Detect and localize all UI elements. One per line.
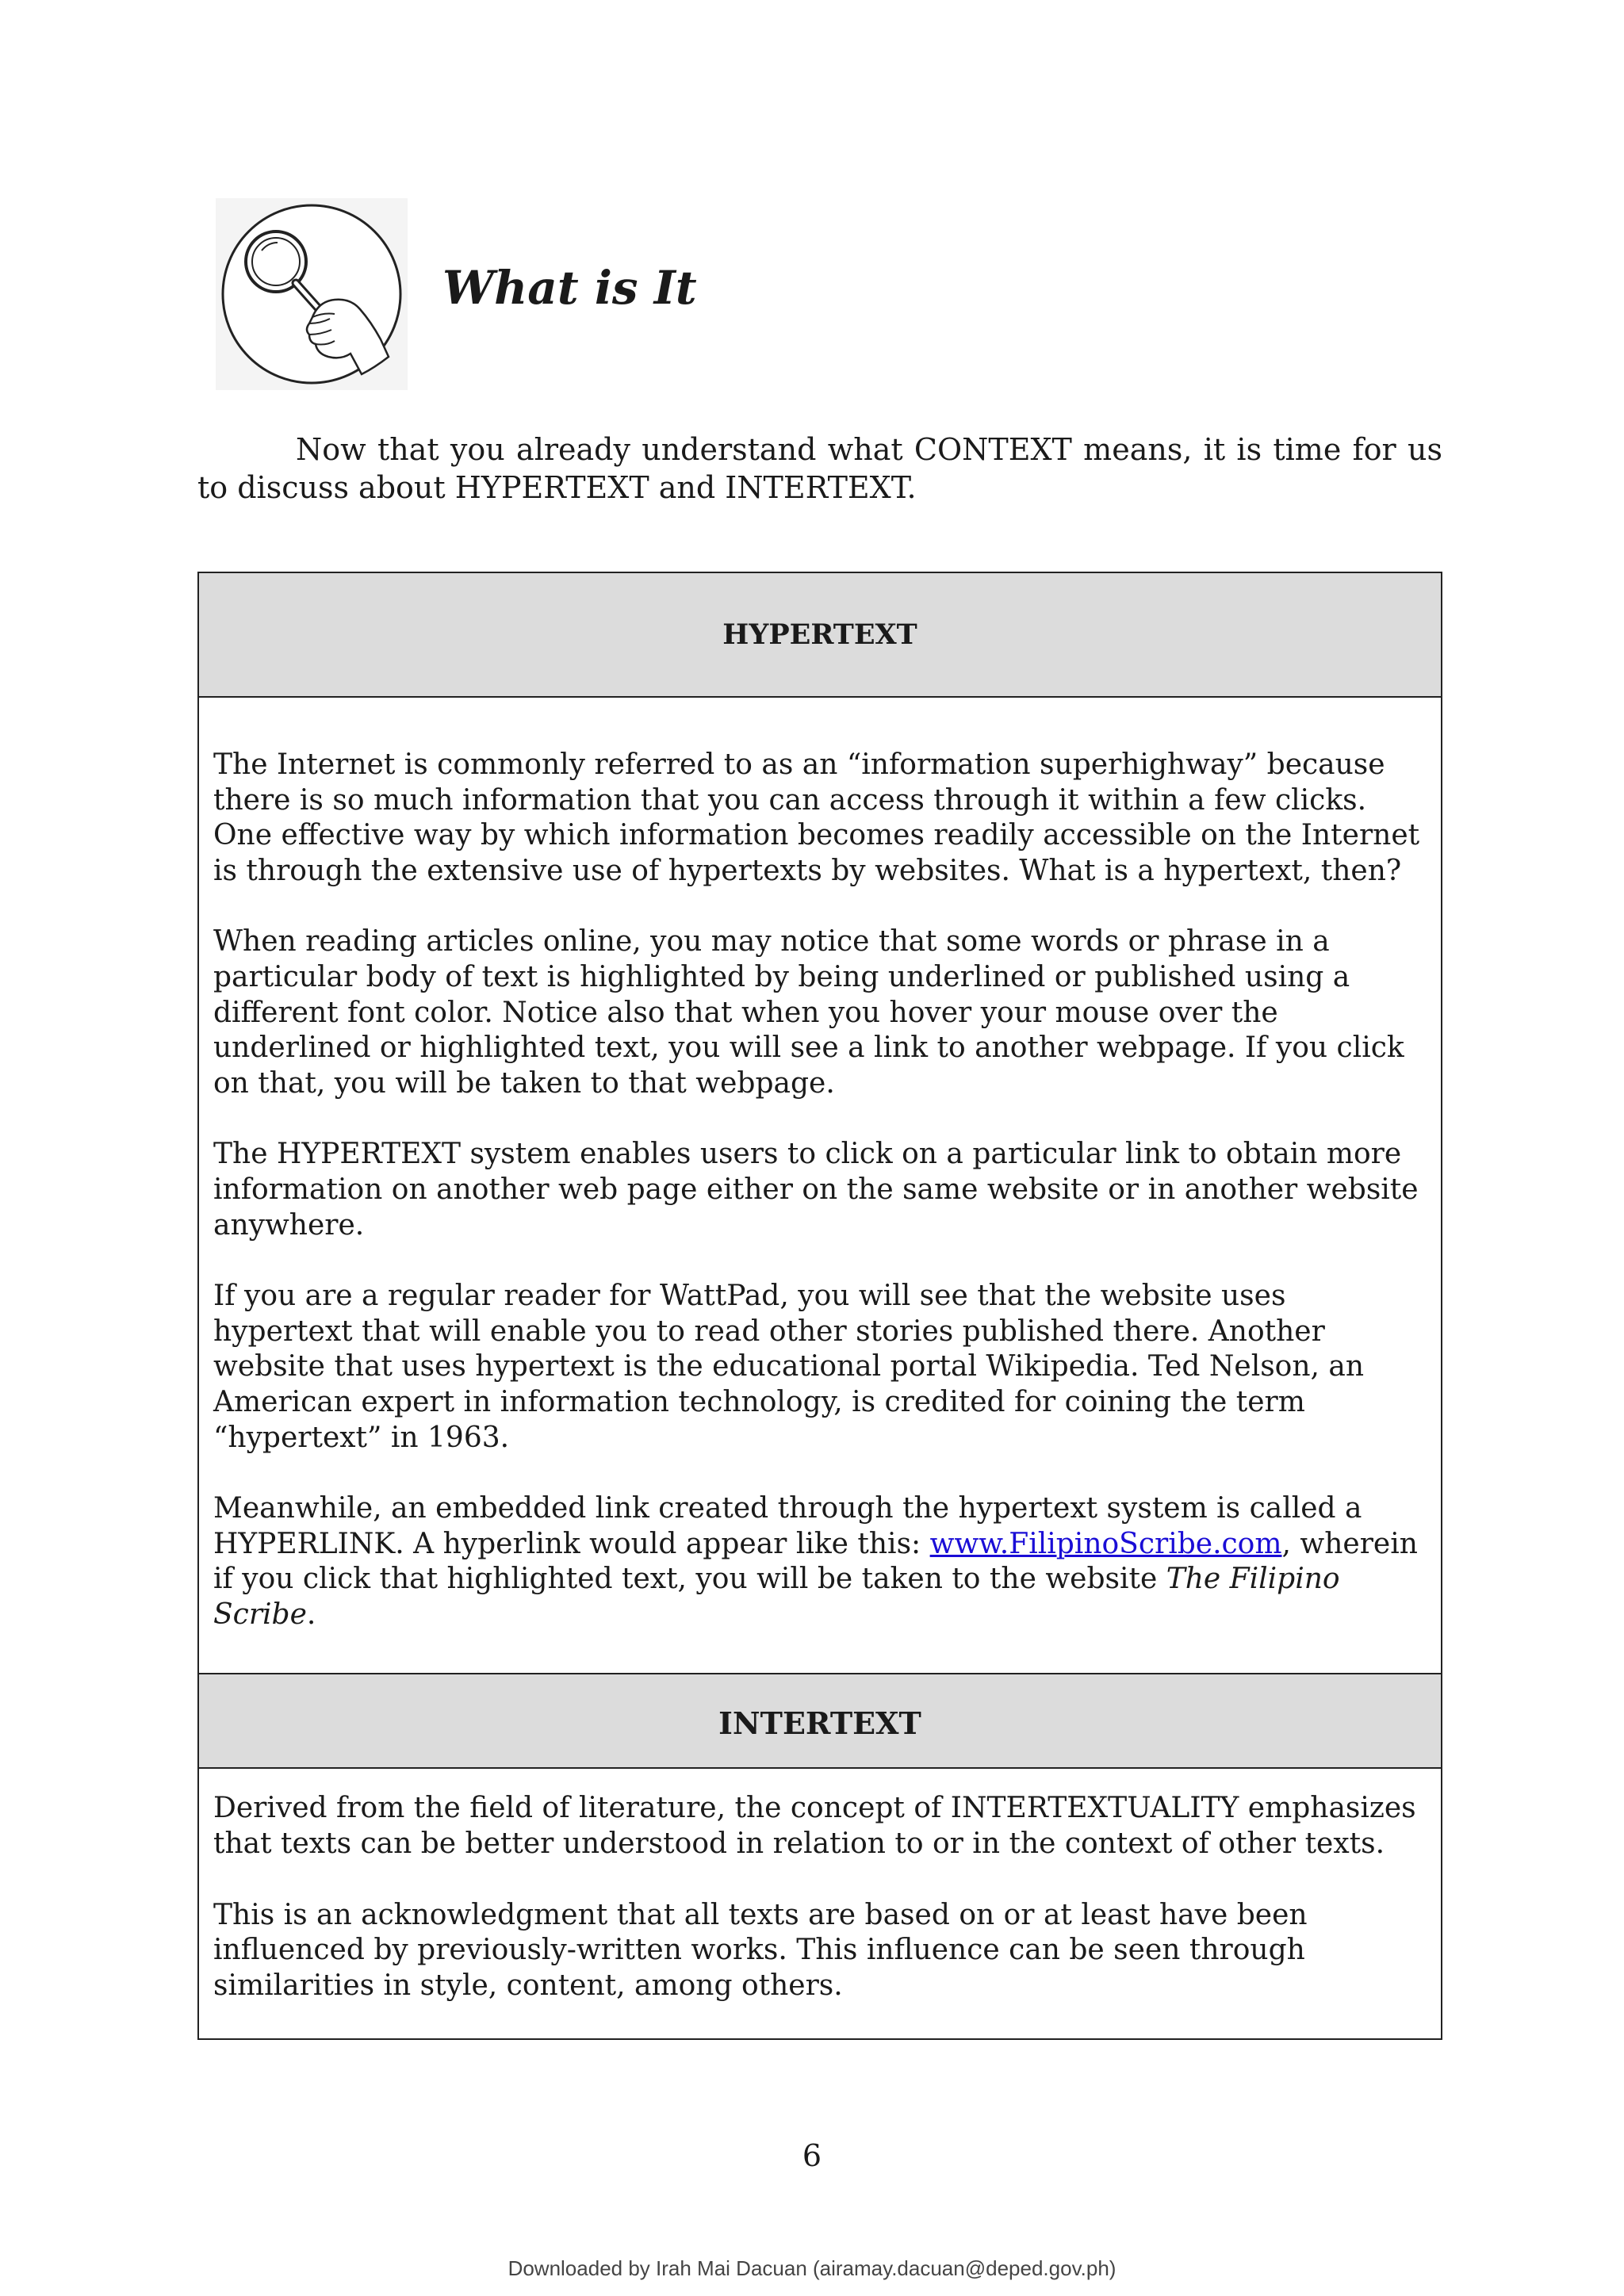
hypertext-heading: HYPERTEXT — [199, 573, 1441, 698]
website-name: The Filipino Scribe — [213, 1563, 1340, 1631]
section-title: What is It — [442, 261, 697, 315]
intertext-content — [199, 1769, 1441, 2038]
hypertext-paragraph-4: If you are a regular reader for WattPad, you will see that the website uses hypertext that will enable you to read other stories published there. Another website that uses hypertext is the educational portal Wikipedia. Ted Nelson, an American expert in information technology, is credited for coining the term “hypertext” in 1963. — [213, 1280, 1365, 1454]
intertext-paragraph-1: Derived from the field of literature, the concept of INTERTEXTUALITY emphasizes that texts can be better understood in relation to or in the context of other texts. — [213, 1792, 1416, 1861]
hypertext-intertext-table — [197, 572, 1442, 2040]
hyperlink-intro-text: Meanwhile, an embedded link created through the hypertext system is called a HYPERLINK. A hyperlink would appear like this: — [213, 1492, 1362, 1560]
filipinoscribe-link[interactable]: www.FilipinoScribe.com — [929, 1527, 1282, 1560]
hypertext-paragraph-5 — [213, 1491, 1427, 1632]
hypertext-content — [199, 698, 1441, 1673]
intertext-paragraph-2: This is an acknowledgment that all texts are based on or at least have been influenced by previously-written works. This influence can be seen through similarities in style, content, among others. — [213, 1898, 1308, 2002]
sentence-end: . — [306, 1598, 316, 1631]
intro-paragraph: Now that you already understand what CONTEXT means, it is time for us to discuss about HYPERTEXT and INTERTEXT. — [197, 432, 1442, 505]
intertext-heading: INTERTEXT — [199, 1673, 1441, 1769]
page-number: 6 — [802, 2138, 822, 2173]
magnifying-glass-hand-icon — [216, 198, 408, 390]
hyperlink-explanation-text: , wherein if you click that highlighted text, you will be taken to the website — [213, 1527, 1418, 1596]
hypertext-paragraph-3: The HYPERTEXT system enables users to click on a particular link to obtain more information on another web page either on the same website or in another website anywhere. — [213, 1138, 1419, 1242]
hypertext-paragraph-1: The Internet is commonly referred to as an “information superhighway” because there is so much information that you can access through it within a few clicks. One effective way by which information becomes readily accessible on the Internet is through the extensive use of hypertexts by websites. What is a hypertext, then? — [213, 748, 1420, 887]
download-footer: Downloaded by Irah Mai Dacuan (airamay.dacuan@deped.gov.ph) — [508, 2256, 1116, 2280]
hypertext-paragraph-2: When reading articles online, you may notice that some words or phrase in a particular body of text is highlighted by being underlined or published using a different font color. Notice also that when you hover your mouse over the underlined or highlighted text, you will see a link to another webpage. If you click on that, you will be taken to that webpage. — [213, 925, 1404, 1100]
